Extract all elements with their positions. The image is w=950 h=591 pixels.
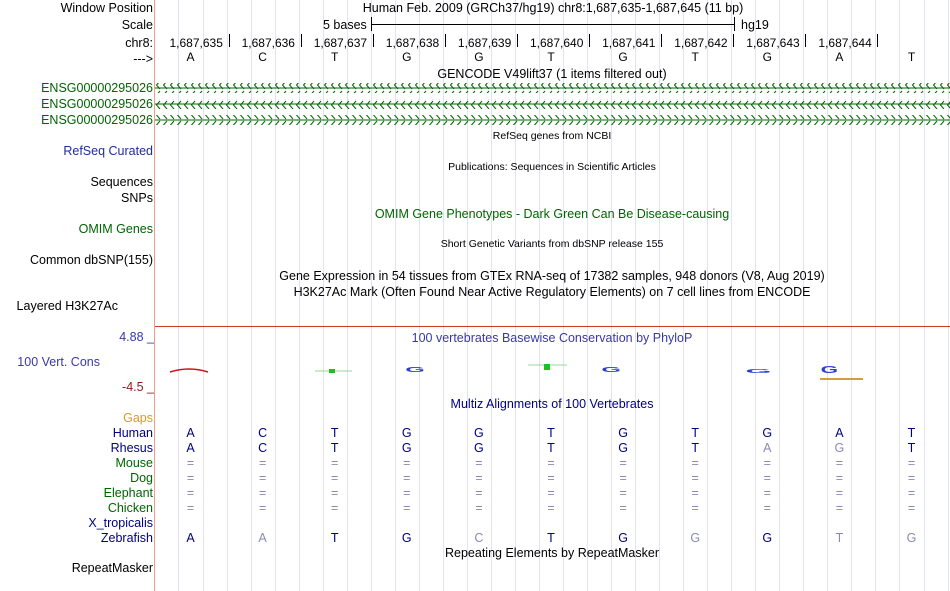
h3k27ac-track-title: H3K27Ac Mark (Often Found Near Active Regulatory Elements) on 7 cell lines from ENCODE	[293, 285, 811, 299]
phylop-logo-g: G	[405, 364, 425, 374]
species-label-xtropicalis[interactable]: X_tropicalis	[88, 516, 153, 530]
scale-bar	[372, 24, 734, 25]
position-label: 1,687,641	[602, 36, 656, 50]
phylop-orange-mark	[820, 378, 863, 380]
position-label: 1,687,639	[457, 36, 512, 50]
reference-base: T	[547, 50, 555, 64]
position-label: 1,687,638	[385, 36, 440, 50]
track-label-panel	[0, 0, 155, 591]
alignment-base[interactable]: =	[258, 486, 267, 500]
assembly-position-title: Human Feb. 2009 (GRCh37/hg19) chr8:1,687,635-1,687,645 (11 bp)	[362, 1, 744, 15]
alignment-base[interactable]: A	[186, 441, 195, 455]
reference-base: A	[186, 50, 195, 64]
alignment-base[interactable]: T	[330, 426, 339, 440]
chrom-label: chr8:	[125, 36, 153, 50]
repeatmasker-track-label[interactable]: RepeatMasker	[71, 561, 153, 575]
alignment-base[interactable]: =	[835, 486, 844, 500]
alignment-base[interactable]: =	[547, 501, 555, 515]
alignment-base[interactable]: =	[331, 501, 339, 515]
phylop-track-title: 100 vertebrates Basewise Conservation by PhyloP	[411, 331, 693, 345]
position-tick	[877, 34, 878, 47]
alignment-base[interactable]: =	[907, 456, 916, 470]
position-tick	[517, 34, 518, 47]
alignment-base[interactable]: G	[401, 426, 412, 440]
alignment-base[interactable]: =	[907, 471, 916, 485]
genome-browser-tracks[interactable]	[155, 0, 950, 591]
alignment-base[interactable]: =	[403, 501, 411, 515]
alignment-base[interactable]: =	[475, 456, 483, 470]
alignment-base[interactable]: =	[691, 471, 699, 485]
alignment-base[interactable]: G	[474, 426, 484, 440]
reference-base: G	[474, 50, 484, 64]
phylop-logo-g: G	[745, 368, 772, 375]
refseq-track-title: RefSeq genes from NCBI	[492, 130, 612, 142]
reference-base: G	[618, 50, 628, 64]
alignment-base[interactable]: =	[331, 471, 339, 485]
alignment-base[interactable]: =	[619, 486, 627, 500]
dbsnp-track-label[interactable]: Common dbSNP(155)	[30, 253, 153, 267]
gencode-gene-link[interactable]: ENSG00000295026	[41, 81, 153, 95]
position-tick	[445, 34, 446, 47]
omim-track-label[interactable]: OMIM Genes	[78, 222, 153, 236]
alignment-base[interactable]: G	[618, 426, 628, 440]
reference-base: A	[835, 50, 844, 64]
gtex-track-title: Gene Expression in 54 tissues from GTEx RNA-seq of 17382 samples, 948 donors (V8, Aug 2019)	[279, 269, 825, 283]
alignment-base[interactable]: G	[401, 531, 412, 545]
alignment-base[interactable]: =	[186, 456, 195, 470]
alignment-base[interactable]: =	[186, 501, 195, 515]
phylop-max-label: 4.88 _	[119, 330, 154, 344]
alignment-base[interactable]: =	[763, 471, 771, 485]
position-label: 1,687,642	[674, 36, 728, 50]
position-tick	[373, 34, 374, 47]
position-label: 1,687,637	[313, 36, 368, 50]
alignment-base[interactable]: T	[547, 531, 555, 545]
reference-base: G	[402, 50, 412, 64]
alignment-base[interactable]: =	[619, 501, 627, 515]
alignment-base[interactable]: G	[762, 531, 773, 545]
alignment-base[interactable]: G	[834, 441, 845, 455]
species-label-chicken[interactable]: Chicken	[107, 501, 153, 515]
phylop-min-label: -4.5 _	[122, 380, 154, 394]
alignment-base[interactable]: =	[331, 486, 339, 500]
repeatmasker-track-title: Repeating Elements by RepeatMasker	[444, 546, 660, 560]
alignment-base[interactable]: A	[763, 441, 772, 455]
alignment-base[interactable]: =	[835, 501, 844, 515]
alignment-base[interactable]: =	[907, 501, 916, 515]
alignment-base[interactable]: A	[186, 531, 195, 545]
position-label: 1,687,635	[169, 36, 223, 50]
alignment-base[interactable]: T	[691, 441, 700, 455]
alignment-base[interactable]: T	[907, 441, 916, 455]
snps-track-label[interactable]: SNPs	[121, 191, 153, 205]
h3k27ac-signal-line	[155, 326, 950, 327]
alignment-base[interactable]: =	[763, 456, 771, 470]
alignment-base[interactable]: G	[618, 441, 628, 455]
reference-base: T	[331, 50, 339, 64]
alignment-base[interactable]: A	[186, 426, 195, 440]
alignment-base[interactable]: =	[403, 471, 411, 485]
position-tick	[661, 34, 662, 47]
species-label-dog[interactable]: Dog	[130, 471, 153, 485]
alignment-base[interactable]: G	[474, 441, 484, 455]
alignment-base[interactable]: G	[690, 531, 701, 545]
scale-text: 5 bases	[323, 18, 367, 32]
alignment-base[interactable]: =	[907, 486, 916, 500]
phylop-logo-g: G	[601, 364, 622, 374]
species-label-mouse[interactable]: Mouse	[115, 456, 153, 470]
position-label: 1,687,643	[746, 36, 800, 50]
h3k27ac-track-label[interactable]: Layered H3K27Ac	[16, 299, 118, 313]
alignment-base[interactable]: C	[258, 441, 268, 455]
alignment-base[interactable]: =	[835, 471, 844, 485]
alignment-base[interactable]: =	[691, 456, 699, 470]
multiz-track-title: Multiz Alignments of 100 Vertebrates	[450, 397, 654, 411]
alignment-base[interactable]: =	[403, 456, 411, 470]
gencode-transcript-3[interactable]	[155, 115, 950, 125]
scale-bar-end	[734, 17, 735, 31]
alignment-base[interactable]: T	[547, 441, 555, 455]
alignment-base[interactable]: T	[330, 531, 339, 545]
alignment-base[interactable]: G	[906, 531, 917, 545]
scale-assembly: hg19	[741, 18, 769, 32]
alignment-base[interactable]: =	[763, 486, 771, 500]
alignment-base[interactable]: =	[619, 456, 627, 470]
alignment-base[interactable]: A	[258, 531, 267, 545]
position-label: 1,687,636	[241, 36, 295, 50]
omim-track-title: OMIM Gene Phenotypes - Dark Green Can Be Disease-causing	[374, 207, 730, 221]
phylop-logo-g: G	[820, 363, 839, 376]
phylop-green-mark	[329, 369, 335, 373]
refseq-track-label[interactable]: RefSeq Curated	[63, 144, 153, 158]
alignment-base[interactable]: =	[475, 486, 483, 500]
gaps-track-label[interactable]: Gaps	[123, 411, 153, 425]
scale-label: Scale	[121, 18, 153, 32]
position-tick	[229, 34, 230, 47]
alignment-base[interactable]: T	[330, 441, 339, 455]
alignment-base[interactable]: G	[762, 426, 773, 440]
alignment-base[interactable]: =	[547, 471, 555, 485]
phylop-conservation-plot[interactable]	[155, 356, 950, 386]
species-label-human[interactable]: Human	[112, 426, 153, 440]
alignment-base[interactable]: =	[331, 456, 339, 470]
alignment-base[interactable]: G	[618, 531, 628, 545]
species-label-rhesus[interactable]: Rhesus	[110, 441, 153, 455]
gencode-track-title: GENCODE V49lift37 (1 items filtered out)	[437, 67, 667, 81]
reference-base: T	[691, 50, 699, 64]
alignment-base[interactable]: A	[835, 426, 844, 440]
window-position-label: Window Position	[60, 1, 153, 15]
reference-base: G	[762, 50, 772, 64]
alignment-base[interactable]: C	[474, 531, 484, 545]
alignment-base[interactable]: =	[619, 471, 627, 485]
alignment-base[interactable]: =	[691, 486, 699, 500]
position-tick	[805, 34, 806, 47]
alignment-base[interactable]: =	[547, 486, 555, 500]
alignment-base[interactable]: T	[547, 426, 555, 440]
alignment-base[interactable]: C	[258, 426, 268, 440]
dbsnp-track-title: Short Genetic Variants from dbSNP release 155	[440, 238, 664, 250]
phylop-green-mark	[544, 364, 550, 370]
alignment-base[interactable]: =	[835, 456, 844, 470]
strand-arrow-label: --->	[133, 52, 153, 66]
alignment-base[interactable]: T	[907, 426, 916, 440]
position-tick	[589, 34, 590, 47]
gencode-transcript-2[interactable]	[155, 99, 950, 109]
reference-base: T	[907, 50, 916, 64]
alignment-base[interactable]: =	[258, 471, 267, 485]
gencode-gene-link[interactable]: ENSG00000295026	[41, 113, 153, 127]
alignment-base[interactable]: =	[547, 456, 555, 470]
alignment-base[interactable]: =	[475, 501, 483, 515]
species-label-zebrafish[interactable]: Zebrafish	[100, 531, 153, 545]
gencode-gene-link[interactable]: ENSG00000295026	[41, 97, 153, 111]
position-tick	[301, 34, 302, 47]
gencode-transcripts[interactable]	[155, 80, 950, 128]
alignment-base[interactable]: =	[763, 501, 771, 515]
alignment-base[interactable]: T	[691, 426, 700, 440]
alignment-base[interactable]: =	[258, 501, 267, 515]
sequences-track-label[interactable]: Sequences	[90, 175, 153, 189]
alignment-base[interactable]: =	[691, 501, 699, 515]
publications-track-title: Publications: Sequences in Scientific Articles	[448, 161, 656, 173]
alignment-base[interactable]: G	[401, 441, 412, 455]
alignment-base[interactable]: =	[403, 486, 411, 500]
position-tick	[733, 34, 734, 47]
alignment-base[interactable]: =	[186, 486, 195, 500]
phylop-red-arc	[170, 369, 208, 372]
alignment-base[interactable]: =	[258, 456, 267, 470]
alignment-base[interactable]: T	[835, 531, 844, 545]
reference-base: C	[258, 50, 267, 64]
gencode-transcript-1[interactable]	[155, 83, 950, 93]
position-label: 1,687,640	[530, 36, 584, 50]
phylop-track-label[interactable]: 100 Vert. Cons	[17, 355, 100, 369]
position-label: 1,687,644	[818, 36, 872, 50]
alignment-base[interactable]: =	[475, 471, 483, 485]
species-label-elephant[interactable]: Elephant	[103, 486, 153, 500]
alignment-base[interactable]: =	[186, 471, 195, 485]
